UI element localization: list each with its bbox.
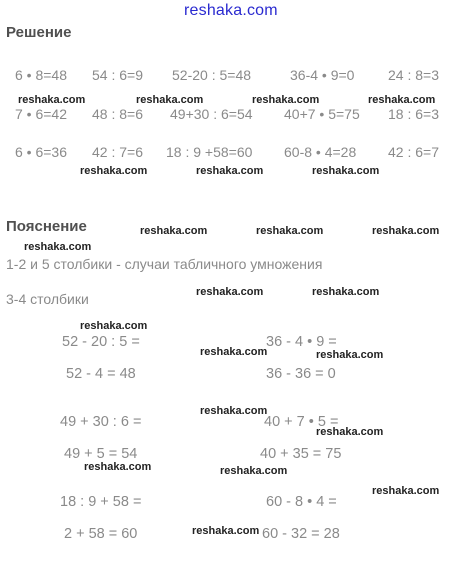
- solution-cell: 18 : 6=3: [388, 106, 439, 122]
- explanation-equation: 60 - 8 • 4 =: [266, 494, 337, 510]
- explanation-heading: Пояснение: [6, 218, 87, 235]
- solution-cell: 52-20 : 5=48: [172, 67, 252, 83]
- solution-cell: 60-8 • 4=28: [284, 144, 357, 160]
- solution-cell: 6 • 6=36: [15, 144, 68, 160]
- explanation-equation: 52 - 20 : 5 =: [62, 334, 140, 350]
- watermark: reshaka.com: [136, 94, 204, 106]
- watermark: reshaka.com: [312, 286, 380, 298]
- watermark: reshaka.com: [24, 241, 92, 253]
- solution-cell: 7 • 6=42: [15, 106, 68, 122]
- solution-cell: 40+7 • 5=75: [284, 106, 360, 122]
- solution-cell: 24 : 8=3: [388, 67, 439, 83]
- watermark: reshaka.com: [372, 485, 440, 497]
- solution-cell: 49+30 : 6=54: [170, 106, 253, 122]
- watermark: reshaka.com: [18, 94, 86, 106]
- explanation-equation: 18 : 9 + 58 =: [60, 494, 142, 510]
- solution-cell: 54 : 6=9: [92, 67, 143, 83]
- solution-cell: 36-4 • 9=0: [290, 67, 355, 83]
- watermark: reshaka.com: [200, 405, 268, 417]
- explanation-equation: 60 - 32 = 28: [262, 526, 340, 542]
- explanation-equation: 36 - 4 • 9 =: [266, 334, 337, 350]
- explanation-equation: 52 - 4 = 48: [66, 366, 136, 382]
- explanation-line-1: 1-2 и 5 столбики - случаи табличного умножения: [6, 256, 323, 272]
- explanation-equation: 40 + 35 = 75: [260, 446, 342, 462]
- watermark: reshaka.com: [252, 94, 320, 106]
- explanation-equation: 49 + 5 = 54: [64, 446, 138, 462]
- watermark: reshaka.com: [316, 349, 384, 361]
- watermark: reshaka.com: [256, 225, 324, 237]
- watermark: reshaka.com: [84, 461, 152, 473]
- solution-cell: 42 : 6=7: [388, 144, 439, 160]
- watermark: reshaka.com: [80, 320, 148, 332]
- solution-heading: Решение: [6, 24, 72, 41]
- watermark: reshaka.com: [196, 165, 264, 177]
- solution-cell: 6 • 8=48: [15, 67, 68, 83]
- watermark: reshaka.com: [192, 525, 260, 537]
- watermark: reshaka.com: [200, 346, 268, 358]
- watermark: reshaka.com: [196, 286, 264, 298]
- watermark: reshaka.com: [372, 225, 440, 237]
- explanation-equation: 36 - 36 = 0: [266, 366, 336, 382]
- explanation-line-2: 3-4 столбики: [6, 291, 89, 307]
- solution-cell: 18 : 9 +58=60: [166, 144, 253, 160]
- watermark: reshaka.com: [80, 165, 148, 177]
- watermark: reshaka.com: [220, 465, 288, 477]
- watermark: reshaka.com: [368, 94, 436, 106]
- watermark: reshaka.com: [140, 225, 208, 237]
- site-title[interactable]: reshaka.com: [184, 2, 278, 19]
- watermark: reshaka.com: [312, 165, 380, 177]
- explanation-equation: 40 + 7 • 5 =: [264, 414, 339, 430]
- explanation-equation: 2 + 58 = 60: [64, 526, 138, 542]
- watermark: reshaka.com: [316, 426, 384, 438]
- explanation-equation: 49 + 30 : 6 =: [60, 414, 142, 430]
- solution-cell: 42 : 7=6: [92, 144, 143, 160]
- solution-cell: 48 : 8=6: [92, 106, 143, 122]
